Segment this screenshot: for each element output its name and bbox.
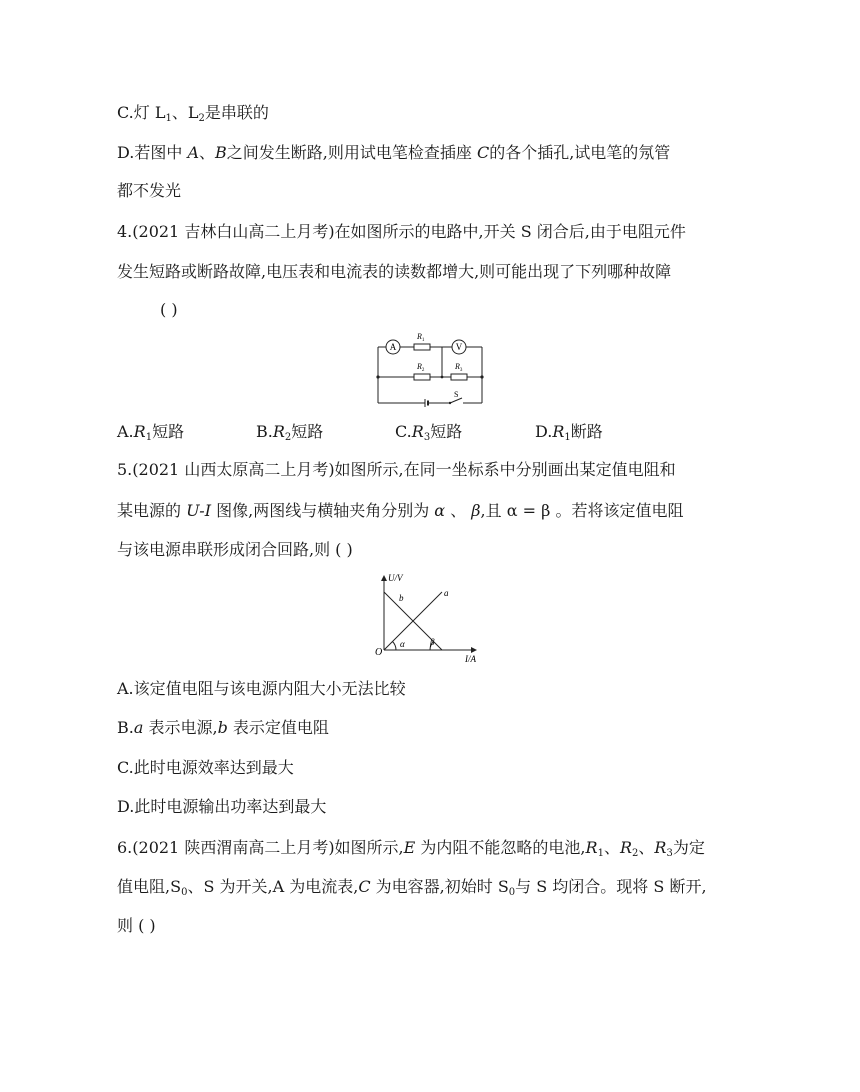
q5-stem-line1: 5.(2021 山西太原高二上月考)如图所示,在同一坐标系中分别画出某定值电阻和 [117,460,676,479]
q4-circuit-figure [370,325,490,411]
q3-option-d: D.若图中 A、B之间发生断路,则用试电笔检查插座 C的各个插孔,试电笔的氖管 [117,143,671,162]
q5-option-a: A.该定值电阻与该电源内阻大小无法比较 [117,679,406,698]
q5-option-b: B.a 表示电源,b 表示定值电阻 [117,718,329,737]
q6-stem-line3: 则 ( ) [117,916,156,935]
q4-option-a: $A.R_1$短路 [117,422,185,443]
voltmeter-label: V [455,342,463,352]
ammeter-label: A [389,342,397,352]
y-axis-label: U/V [388,573,403,583]
q5-ui-graph [372,570,484,666]
ammeter-symbol [386,340,400,354]
q4-option-b: $B.R_2$短路 [256,422,324,443]
q4-stem-line1: 4.(2021 吉林白山高二上月考)在如图所示的电路中,开关 S 闭合后,由于电阻元件 [117,222,686,241]
origin-label: O [375,647,383,658]
q3-option-d-continued: 都不发光 [117,181,182,200]
q4-answer-bracket: ( ) [160,300,178,319]
voltmeter-symbol [452,340,466,354]
q4-option-d: $D.R_1$断路 [535,422,603,443]
r3-label: $R_3$ [455,362,463,373]
q4-stem-line2: 发生短路或断路故障,电压表和电流表的读数都增大,则可能出现了下列哪种故障 [117,262,672,281]
q5-stem-line2: 某电源的 U-I 图像,两图线与横轴夹角分别为 α 、 β,且 α = β 。若将该定值电阻 [117,501,684,520]
q5-stem-line3: 与该电源串联形成闭合回路,则 ( ) [117,540,353,559]
q6-stem-line1: 6.(2021 陕西渭南高二上月考)如图所示,E 为内阻不能忽略的电池$,R_1$、$R_2$、$R_3$为定 [117,838,705,859]
q5-option-d: D.此时电源输出功率达到最大 [117,797,327,816]
line-a-label: a [444,588,449,598]
switch-label: S [454,390,459,399]
r2-label: $R_2$ [417,362,425,373]
q3-option-c: C.灯 $L_1$、$L_2$是串联的 [117,103,269,124]
q6-stem-line2: 值电阻$,S_0$、S 为开关,A 为电流表,C 为电容器,初始时 $S_0$与 S 均闭合。现将 S 断开, [117,877,707,898]
alpha-label: α [400,639,405,649]
beta-label: β [430,637,435,647]
r1-label: $R_1$ [417,332,425,343]
line-b-label: b [399,593,404,603]
x-axis-label: I/A [465,654,476,664]
q4-option-c: $C.R_3$短路 [395,422,463,443]
q5-option-c: C.此时电源效率达到最大 [117,758,294,777]
